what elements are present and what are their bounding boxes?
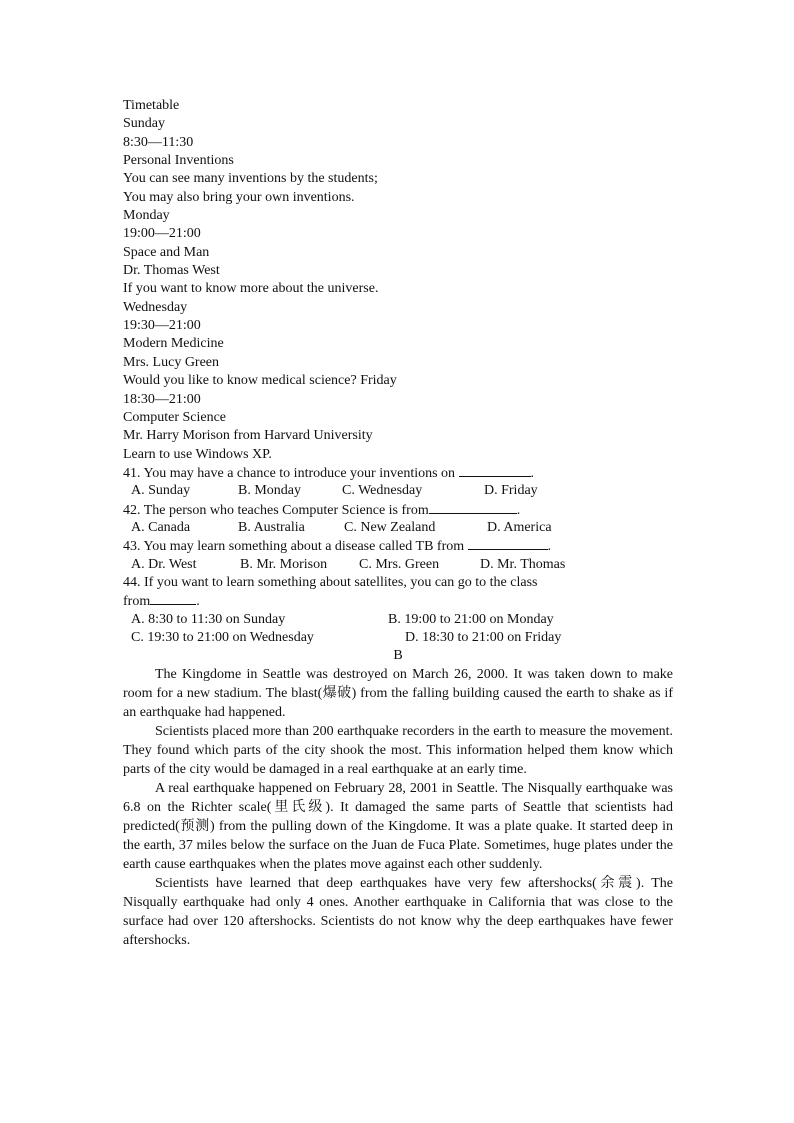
question-stem-continued: from . (123, 594, 200, 610)
session-detail: Mr. Harry Morison from Harvard University (123, 428, 373, 444)
passage-paragraph: A real earthquake happened on February 28, 2001 in Seattle. The Nisqually earthquake was 6.8 on the Richter scale(里氏级). It damaged the same parts of Seattle that scientists had predicted(预测) from the pulling down of the Kingdome. It was a plate quake. It started deep in the earth, 37 miles below the surface on the Juan de Fuca Plate. Sometimes, huge plates under the earth cause earthquakes when the plates move against each other suddenly. (123, 781, 673, 873)
answer-blank (459, 464, 531, 477)
session-name: Computer Science (123, 409, 227, 425)
session-detail: Would you like to know medical science? Friday (123, 373, 397, 389)
timetable-title: Timetable (123, 98, 180, 113)
answer-blank (150, 592, 196, 605)
question-stem: 42. The person who teaches Computer Science is from . (123, 502, 521, 518)
option-c[interactable]: C. Wednesday (342, 483, 423, 499)
option-a[interactable]: A. Dr. West (131, 556, 197, 572)
option-b[interactable]: B. Australia (238, 519, 305, 535)
question-stem: 43. You may learn something about a disease called TB from . (123, 539, 552, 555)
session-name: Personal Inventions (123, 153, 234, 169)
option-d[interactable]: D. America (487, 519, 552, 535)
session-detail: Dr. Thomas West (123, 263, 220, 279)
session-time: 18:30—21:00 (123, 391, 201, 407)
section-label: B (393, 648, 403, 664)
option-b[interactable]: B. 19:00 to 21:00 on Monday (388, 611, 554, 627)
session-time: 19:30—21:00 (123, 318, 201, 334)
question-stem: 41. You may have a chance to introduce your inventions on . (123, 465, 535, 481)
session-detail: If you want to know more about the universe. (123, 281, 379, 297)
option-b[interactable]: B. Monday (238, 483, 301, 499)
session-detail: You may also bring your own inventions. (123, 189, 355, 205)
question-stem: 44. If you want to learn something about satellites, you can go to the class (123, 574, 538, 590)
option-d[interactable]: D. Mr. Thomas (480, 556, 566, 572)
passage-paragraph: Scientists have learned that deep earthquakes have very few aftershocks(余震). The Nisqually earthquake had only 4 ones. Another earthquake in California that was close to the surface had over 120 aftershocks. Scientists do not know why the deep earthquakes have fewer aftershocks. (123, 876, 673, 949)
question-options (123, 482, 673, 500)
option-a[interactable]: A. Canada (131, 519, 191, 535)
question-options (123, 611, 673, 629)
answer-blank (429, 501, 517, 514)
option-a[interactable]: A. Sunday (131, 483, 191, 499)
option-d[interactable]: D. Friday (484, 483, 538, 499)
question-options (123, 519, 673, 537)
option-a[interactable]: A. 8:30 to 11:30 on Sunday (131, 611, 286, 627)
option-c[interactable]: C. 19:30 to 21:00 on Wednesday (131, 629, 314, 645)
answer-blank (468, 537, 548, 550)
session-time: 19:00—21:00 (123, 226, 201, 242)
option-d[interactable]: D. 18:30 to 21:00 on Friday (405, 629, 562, 645)
session-time: 8:30—11:30 (123, 134, 194, 150)
session-name: Space and Man (123, 244, 210, 260)
session-detail: Mrs. Lucy Green (123, 354, 220, 370)
document-page (123, 97, 673, 950)
session-detail: You can see many inventions by the students; (123, 171, 378, 187)
session-day: Wednesday (123, 299, 188, 315)
option-c[interactable]: C. Mrs. Green (359, 556, 440, 572)
session-name: Modern Medicine (123, 336, 224, 352)
option-c[interactable]: C. New Zealand (344, 519, 436, 535)
session-detail: Learn to use Windows XP. (123, 446, 272, 462)
session-day: Sunday (123, 116, 165, 132)
passage-paragraph: Scientists placed more than 200 earthquake recorders in the earth to measure the movement. They found which parts of the city shook the most. This information helped them know which parts of the city would be damaged in a real earthquake at an early time. (123, 724, 673, 778)
question-options (123, 556, 673, 574)
session-day: Monday (123, 208, 170, 224)
question-options (123, 629, 673, 647)
option-b[interactable]: B. Mr. Morison (240, 556, 328, 572)
passage-paragraph: The Kingdome in Seattle was destroyed on March 26, 2000. It was taken down to make room for a new stadium. The blast(爆破) from the falling building caused the earth to shake as if an earthquake had happened. (123, 667, 673, 721)
